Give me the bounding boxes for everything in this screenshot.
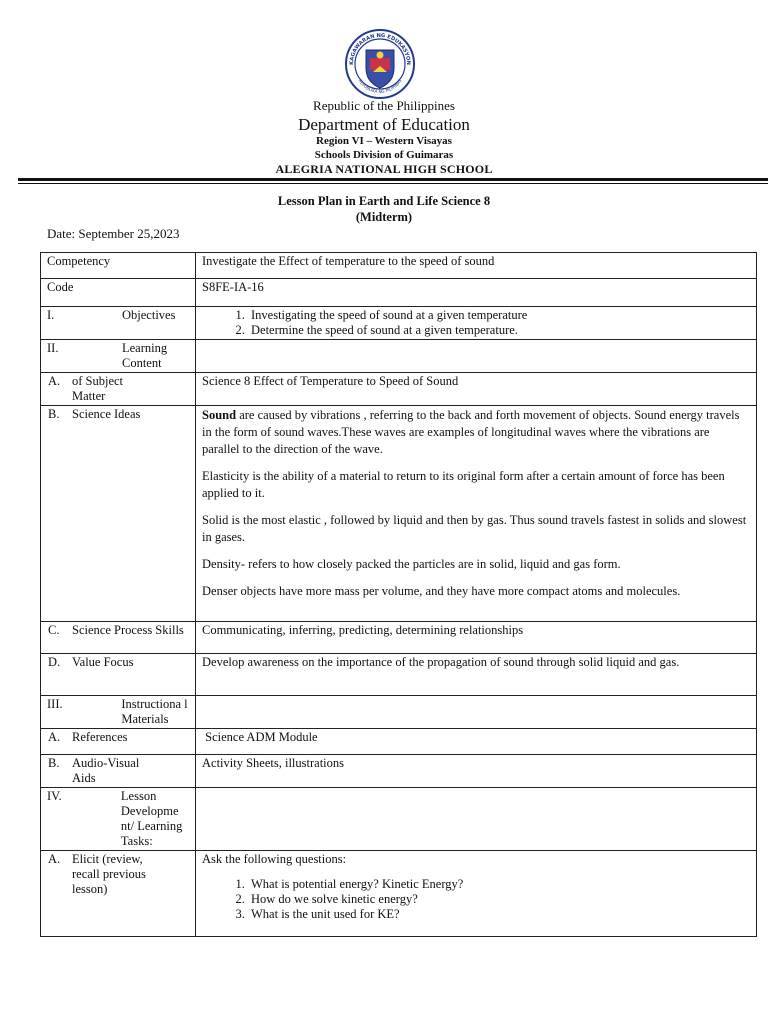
table-row [41,729,757,755]
science-ideas-label: B. Science Ideas [48,407,141,421]
list-item: 2. How do we solve kinetic energy? [248,892,750,907]
table-row [41,307,757,340]
instructional-materials-label: III. Instructiona l Materials [47,697,188,726]
list-item: 1. Investigating the speed of sound at a given temperature [248,308,750,323]
list-item: 2. Determine the speed of sound at a given temperature. [248,323,750,338]
table-row [41,622,757,654]
table-row [41,253,757,279]
table-row [41,406,757,622]
table-row [41,340,757,373]
process-skills-label: C. Science Process Skills [48,623,184,637]
table-row [41,755,757,788]
table-row [41,654,757,696]
objectives-list [202,308,750,338]
competency-label: Competency [41,253,196,279]
references-label: A. References [48,730,128,744]
audio-visual-label: B. Audio-Visual Aids [48,756,140,785]
lesson-plan-title: Lesson Plan in Earth and Life Science 8 (Midterm) [277,194,491,224]
value-focus-label: D. Value Focus [48,655,134,669]
objectives-label: I. Objectives [47,308,176,322]
table-row [41,788,757,851]
list-item: 1. What is potential energy? Kinetic Energy? [248,877,750,892]
references-value: Science ADM Module [196,729,757,755]
school-name: ALEGRIA NATIONAL HIGH SCHOOL [275,162,493,176]
competency-value: Investigate the Effect of temperature to the speed of sound [196,253,757,279]
header-rule-thin [18,183,768,184]
region-text: Region VI – Western Visayas [316,135,452,147]
table-row [41,696,757,729]
subject-matter-value: Science 8 Effect of Temperature to Speed of Sound [196,373,757,406]
table-row [41,851,757,937]
department-text: Department of Education [298,115,470,134]
science-ideas-content: Sound are caused by vibrations , referring to the back and forth movement of objects. Sound energy travels in the form of sound waves.These waves are examples of longitudinal waves where the vibrations are parallel to the direction of the wave. Elasticity is the ability of a material to return to its original form after a certain amount of force has been applied to it. Solid is the most elastic , followed by liquid and then by gas. Thus sound travels fastest in solids and slowest in gases. Density- refers to how closely packed the particles are in solid, liquid and gas form. Denser objects have more mass per volume, and they have more compact atoms and molecules. [196,406,757,622]
header-rule-thick [18,178,768,181]
subject-matter-label: A. of Subject Matter [48,374,124,403]
audio-visual-value: Activity Sheets, illustrations [196,755,757,788]
svg-text:REPUBLIKA NG PILIPINAS: REPUBLIKA NG PILIPINAS [357,78,403,95]
table-row [41,373,757,406]
learning-content-label: II. Learning Content [47,341,168,370]
code-value: S8FE-IA-16 [196,279,757,307]
process-skills-value: Communicating, inferring, predicting, determining relationships [196,622,757,654]
lesson-date: Date: September 25,2023 [47,226,180,241]
elicit-questions-list [202,877,750,922]
republic-text: Republic of the Philippines [313,98,455,113]
svg-text:KAGAWARAN NG EDUKASYON: KAGAWARAN NG EDUKASYON [348,32,412,66]
deped-seal-logo [344,28,416,100]
value-focus-value: Develop awareness on the importance of the propagation of sound through solid liquid and gas. [196,654,757,696]
lesson-plan-table [40,252,757,937]
division-text: Schools Division of Guimaras [314,149,454,161]
list-item: 3. What is the unit used for KE? [248,907,750,922]
lesson-development-label: IV. Lesson Developme nt/ Learning Tasks: [47,789,183,848]
code-label: Code [41,279,196,307]
elicit-content: Ask the following questions: 1. What is potential energy? Kinetic Energy? 2. How do we solve kinetic energy? 3. What is the unit used for KE? [196,851,757,937]
table-row [41,279,757,307]
elicit-label: A. Elicit (review, recall previous lesson) [48,852,146,896]
